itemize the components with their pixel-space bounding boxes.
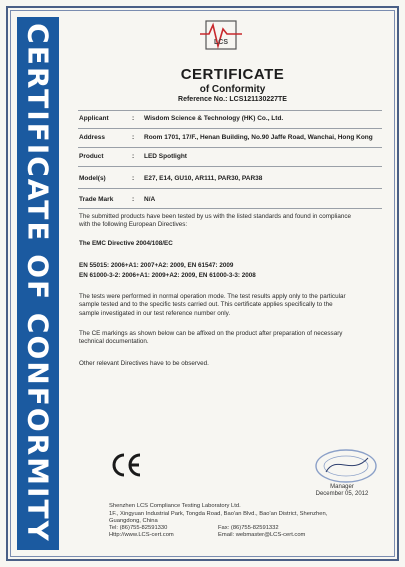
divider <box>78 110 382 111</box>
field-value: Wisdom Science & Technology (HK) Co., Ltd. <box>144 115 284 122</box>
tests-line-2: sample tested and to the specific tests carried out. This certificate applies specifically to the <box>79 301 333 309</box>
signer-title: Manager <box>330 484 354 490</box>
field-value: Room 1701, 17/F., Henan Building, No.90 Jaffe Road, Wanchai, Hong Kong <box>144 134 373 141</box>
divider <box>78 188 382 189</box>
field-value: E27, E14, GU10, AR111, PAR30, PAR38 <box>144 175 263 182</box>
intro-line-2: with the following European Directives: <box>79 221 188 229</box>
signature-block <box>307 484 377 498</box>
lab-fax: Fax: (86)755-82591332 <box>218 525 279 531</box>
intro-line-1: The submitted products have been tested by us with the listed standards and found in compliance <box>79 213 351 220</box>
lab-email: Email: webmaster@LCS-cert.com <box>218 532 306 538</box>
divider <box>78 166 382 167</box>
other-directives: Other relevant Directives have to be observed. <box>79 360 209 367</box>
standards-line-1: EN 55015: 2006+A1: 2007+A2: 2009, EN 61547: 2009 <box>79 262 234 269</box>
field-product: Product : LED Spotlight <box>79 153 187 160</box>
field-value: N/A <box>144 196 156 203</box>
field-value: LED Spotlight <box>144 153 187 160</box>
lcs-logo-icon <box>199 19 243 53</box>
field-label: Address <box>79 134 106 141</box>
lab-address-2: Guangdong, China <box>109 518 158 524</box>
divider <box>78 147 382 148</box>
side-banner-text: CERTIFICATE OF CONFORMITY <box>21 23 55 543</box>
field-address: Address : Room 1701, 17/F., Henan Building, No.90 Jaffe Road, Wanchai, Hong Kong <box>79 134 373 141</box>
certificate-subtitle: of Conformity <box>199 84 266 95</box>
ce-line-2: technical documentation. <box>79 338 149 346</box>
field-label: Applicant <box>79 115 109 122</box>
signature-date: December 05, 2012 <box>315 491 369 497</box>
ce-line-1: The CE markings as shown below can be affixed on the product after preparation of necessary <box>79 330 343 337</box>
ce-mark-icon <box>109 452 143 478</box>
intro-paragraph <box>79 213 384 230</box>
ce-paragraph <box>79 330 384 347</box>
field-label: Product <box>79 153 104 160</box>
lab-website: Http://www.LCS-cert.com <box>109 532 174 538</box>
reference-label: Reference No.: <box>178 96 228 103</box>
reference-line <box>70 96 395 103</box>
logo-text: LCS <box>214 39 228 46</box>
lab-tel: Tel: (86)755-82591330 <box>109 525 168 531</box>
field-applicant: Applicant : Wisdom Science & Technology (HK) Co., Ltd. <box>79 115 284 122</box>
reference-number: LCS121130227TE <box>229 96 287 103</box>
standards-line-2: EN 61000-3-2: 2006+A1: 2009+A2: 2009, EN 61000-3-3: 2008 <box>79 272 256 280</box>
divider <box>78 128 382 129</box>
lab-name: Shenzhen LCS Compliance Testing Laboratory Ltd. <box>109 503 241 509</box>
field-label: Trade Mark <box>79 196 114 203</box>
lab-address-1: 1F., Xingyuan Industrial Park, Tongda Road, Bao'an Blvd., Bao'an District, Shenzhen, <box>109 511 328 517</box>
divider <box>78 208 382 209</box>
directive: The EMC Directive 2004/108/EC <box>79 240 173 247</box>
official-stamp-icon <box>312 446 380 484</box>
field-models: Model(s) : E27, E14, GU10, AR111, PAR30, PAR38 <box>79 175 263 182</box>
tests-paragraph <box>79 293 384 318</box>
tests-line-3: sample investigated in our test reference number only. <box>79 309 231 317</box>
tests-line-1: The tests were performed in normal operation mode. The test results apply only to the particular <box>79 293 346 300</box>
field-trade-mark: Trade Mark : N/A <box>79 196 156 203</box>
field-label: Model(s) <box>79 175 106 182</box>
standards-list <box>79 262 384 281</box>
certificate-title: CERTIFICATE <box>180 66 285 83</box>
